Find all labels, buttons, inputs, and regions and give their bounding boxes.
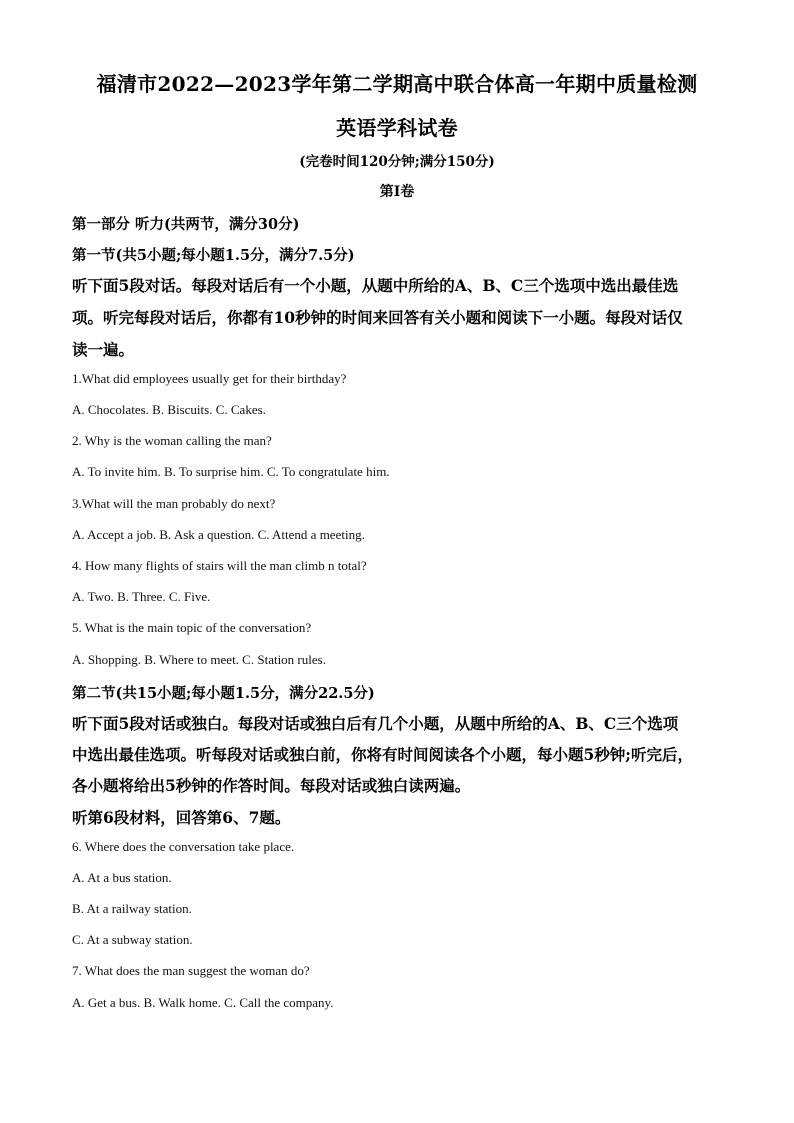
section2-heading: 第二节(共15小题;每小题1.5分，满分22.5分) — [72, 685, 375, 702]
question-4-options: A. Two. B. Three. C. Five. — [72, 589, 211, 604]
question-2: 2. Why is the woman calling the man? — [72, 433, 272, 448]
exam-title: 福清市2022—2023学年第二学期高中联合体高一年期中质量检测 — [96, 72, 698, 96]
section1-instruction-line: 读一遍。 — [72, 340, 135, 359]
question-6-option-b: B. At a railway station. — [72, 901, 192, 916]
question-3-options: A. Accept a job. B. Ask a question. C. Attend a meeting. — [72, 527, 365, 542]
question-1: 1.What did employees usually get for their birthday? — [72, 371, 347, 386]
section2-instruction-line: 中选出最佳选项。听每段对话或独白前，你将有时间阅读各个小题，每小题5秒钟;听完后， — [72, 745, 694, 764]
question-6: 6. Where does the conversation take place. — [72, 839, 295, 854]
question-7-options: A. Get a bus. B. Walk home. C. Call the company. — [72, 995, 334, 1010]
exam-info: (完卷时间120分钟;满分150分) — [299, 154, 495, 170]
material-note: 听第6段材料，回答第6、7题。 — [72, 808, 291, 827]
section1-heading: 第一节(共5小题;每小题1.5分，满分7.5分) — [72, 247, 355, 264]
section2-instruction-line: 听下面5段对话或独白。每段对话或独白后有几个小题，从题中所给的A、B、C三个选项 — [72, 714, 679, 733]
volume-label: 第Ⅰ卷 — [379, 184, 415, 200]
question-1-options: A. Chocolates. B. Biscuits. C. Cakes. — [72, 402, 266, 417]
question-6-option-a: A. At a bus station. — [72, 870, 172, 885]
question-7: 7. What does the man suggest the woman do? — [72, 963, 310, 978]
subject-title: 英语学科试卷 — [336, 116, 458, 140]
section1-instruction-line: 项。听完每段对话后，你都有10秒钟的时间来回答有关小题和阅读下一小题。每段对话仅 — [72, 308, 683, 327]
question-3: 3.What will the man probably do next? — [72, 496, 276, 511]
part1-heading: 第一部分 听力(共两节，满分30分) — [72, 216, 300, 233]
question-5-options: A. Shopping. B. Where to meet. C. Station rules. — [72, 652, 326, 667]
section2-instruction-line: 各小题将给出5秒钟的作答时间。每段对话或独白读两遍。 — [72, 776, 471, 795]
question-4: 4. How many flights of stairs will the man climb n total? — [72, 558, 367, 573]
question-6-option-c: C. At a subway station. — [72, 932, 193, 947]
section1-instruction-line: 听下面5段对话。每段对话后有一个小题，从题中所给的A、B、C三个选项中选出最佳选 — [72, 276, 679, 295]
question-5: 5. What is the main topic of the conversation? — [72, 620, 312, 635]
question-2-options: A. To invite him. B. To surprise him. C. To congratulate him. — [72, 464, 390, 479]
